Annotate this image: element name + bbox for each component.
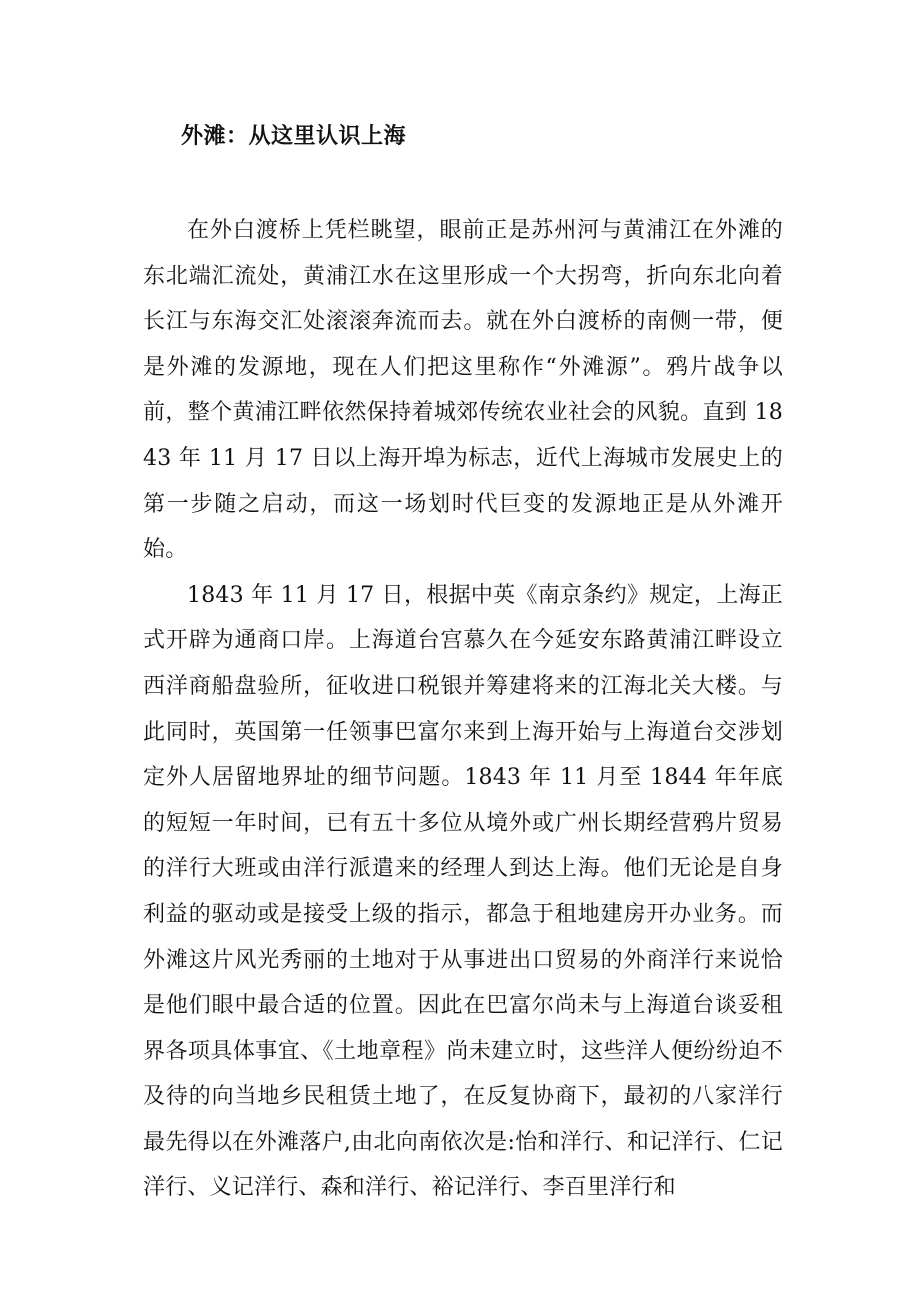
document-body — [143, 208, 783, 1211]
paragraph-2: 1843 年 11 月 17 日，根据中英《南京条约》规定，上海正式开辟为通商口岸。上海道台宫慕久在今延安东路黄浦江畔设立西洋商船盘验所，征收进口税银并筹建将来的江海北关大楼。与此同时，英国第一任领事巴富尔来到上海开始与上海道台交涉划定外人居留地界址的细节问题。1843 年 11 月至 1844 年年底的短短一年时间，已有五十多位从境外或广州长期经营鸦片贸易的洋行大班或由洋行派遣来的经理人到达上海。他们无论是自身利益的驱动或是接受上级的指示，都急于租地建房开办业务。而外滩这片风光秀丽的土地对于从事进出口贸易的外商洋行来说恰是他们眼中最合适的位置。因此在巴富尔尚未与上海道台谈妥租界各项具体事宜、《土地章程》尚未建立时，这些洋人便纷纷迫不及待的向当地乡民租赁土地了，在反复协商下，最初的八家洋行最先得以在外滩落户,由北向南依次是:怡和洋行、和记洋行、仁记洋行、义记洋行、森和洋行、裕记洋行、李百里洋行和 — [143, 582, 783, 1201]
document-title: 外滩：从这里认识上海 — [181, 123, 407, 149]
paragraph-1: 在外白渡桥上凭栏眺望，眼前正是苏州河与黄浦江在外滩的东北端汇流处，黄浦江水在这里形成一个大拐弯，折向东北向着长江与东海交汇处滚滚奔流而去。就在外白渡桥的南侧一带，便是外滩的发源地，现在人们把这里称作“外滩源”。鸦片战争以前，整个黄浦江畔依然保持着城郊传统农业社会的风貌。直到 1843 年 11 月 17 日以上海开埠为标志，近代上海城市发展史上的第一步随之启动，而这一场划时代巨变的发源地正是从外滩开始。 — [143, 218, 783, 563]
